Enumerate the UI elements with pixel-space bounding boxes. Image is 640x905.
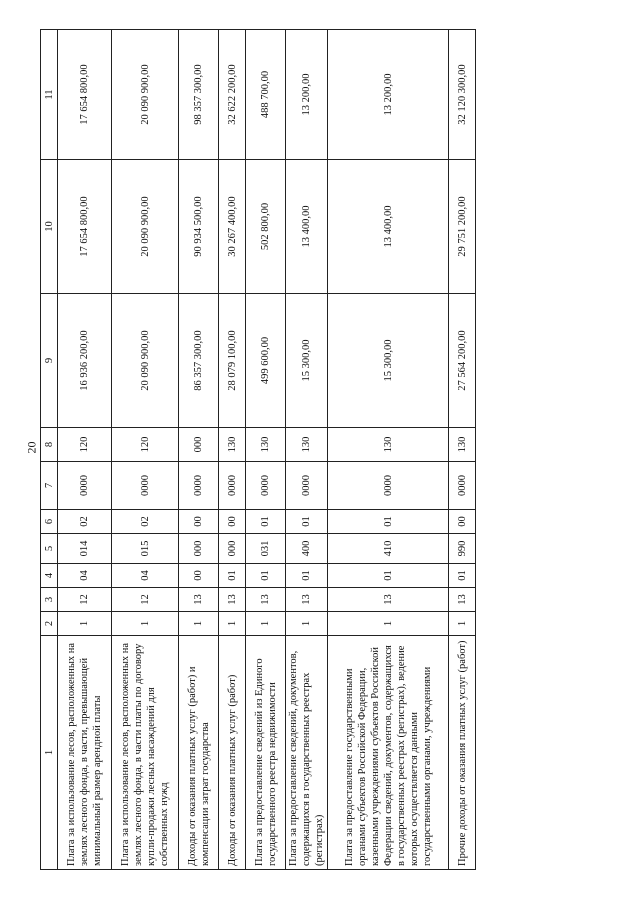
header-cell: 10 bbox=[41, 160, 58, 294]
code-cell: 130 bbox=[246, 428, 286, 462]
code-cell: 130 bbox=[449, 428, 476, 462]
amount-cell: 499 600,00 bbox=[246, 294, 286, 428]
amount-cell: 488 700,00 bbox=[246, 30, 286, 160]
header-cell: 6 bbox=[41, 510, 58, 534]
code-cell: 13 bbox=[246, 588, 286, 612]
table-row bbox=[112, 30, 179, 870]
code-cell: 0000 bbox=[179, 462, 219, 510]
code-cell: 000 bbox=[179, 428, 219, 462]
code-cell: 02 bbox=[112, 510, 179, 534]
code-cell: 01 bbox=[246, 510, 286, 534]
amount-cell: 20 090 900,00 bbox=[112, 294, 179, 428]
code-cell: 0000 bbox=[449, 462, 476, 510]
code-cell: 04 bbox=[112, 564, 179, 588]
code-cell: 00 bbox=[179, 564, 219, 588]
code-cell: 1 bbox=[328, 612, 449, 636]
code-cell: 015 bbox=[112, 534, 179, 564]
header-cell: 3 bbox=[41, 588, 58, 612]
header-cell: 9 bbox=[41, 294, 58, 428]
code-cell: 000 bbox=[219, 534, 246, 564]
header-cell: 1 bbox=[41, 636, 58, 870]
row-name: Плата за использование лесов, расположенных на землях лесного фонда, в части, превышающей минимальный размер арендной платы bbox=[58, 636, 112, 870]
table-row bbox=[449, 30, 476, 870]
header-cell: 7 bbox=[41, 462, 58, 510]
code-cell: 120 bbox=[112, 428, 179, 462]
amount-cell: 20 090 900,00 bbox=[112, 160, 179, 294]
code-cell: 01 bbox=[449, 564, 476, 588]
table-row bbox=[179, 30, 219, 870]
row-name: Плата за предоставление государственными органами субъектов Российской Федерации, казенными учреждениями субъектов Российской Федерации сведений, документов, содержащихся в государственных реестрах (регистрах), ведение которых осуществляется данными государственными органами, учреждениями bbox=[328, 636, 449, 870]
code-cell: 01 bbox=[246, 564, 286, 588]
amount-cell: 27 564 200,00 bbox=[449, 294, 476, 428]
code-cell: 130 bbox=[219, 428, 246, 462]
code-cell: 00 bbox=[449, 510, 476, 534]
amount-cell: 20 090 900,00 bbox=[112, 30, 179, 160]
amount-cell: 30 267 400,00 bbox=[219, 160, 246, 294]
row-name: Плата за использование лесов, расположенных на землях лесного фонда, в части платы по договору купли-продажи лесных насаждений для собственных нужд bbox=[112, 636, 179, 870]
amount-cell: 17 654 800,00 bbox=[58, 30, 112, 160]
code-cell: 1 bbox=[246, 612, 286, 636]
code-cell: 410 bbox=[328, 534, 449, 564]
code-cell: 00 bbox=[179, 510, 219, 534]
amount-cell: 13 400,00 bbox=[286, 160, 328, 294]
code-cell: 130 bbox=[286, 428, 328, 462]
table-row bbox=[286, 30, 328, 870]
code-cell: 01 bbox=[328, 564, 449, 588]
header-cell: 5 bbox=[41, 534, 58, 564]
row-name: Доходы от оказания платных услуг (работ) и компенсации затрат государства bbox=[179, 636, 219, 870]
code-cell: 0000 bbox=[328, 462, 449, 510]
code-cell: 13 bbox=[219, 588, 246, 612]
code-cell: 0000 bbox=[219, 462, 246, 510]
header-cell: 11 bbox=[41, 30, 58, 160]
header-cell: 4 bbox=[41, 564, 58, 588]
code-cell: 01 bbox=[286, 564, 328, 588]
code-cell: 02 bbox=[58, 510, 112, 534]
code-cell: 1 bbox=[449, 612, 476, 636]
budget-table-page bbox=[40, 30, 560, 870]
amount-cell: 13 200,00 bbox=[286, 30, 328, 160]
table-row bbox=[328, 30, 449, 870]
code-cell: 1 bbox=[112, 612, 179, 636]
amount-cell: 86 357 300,00 bbox=[179, 294, 219, 428]
row-name: Плата за предоставление сведений, документов, содержащихся в государственных реестрах (регистрах) bbox=[286, 636, 328, 870]
header-cell: 8 bbox=[41, 428, 58, 462]
code-cell: 01 bbox=[328, 510, 449, 534]
code-cell: 13 bbox=[179, 588, 219, 612]
code-cell: 13 bbox=[449, 588, 476, 612]
row-name: Доходы от оказания платных услуг (работ) bbox=[219, 636, 246, 870]
amount-cell: 502 800,00 bbox=[246, 160, 286, 294]
code-cell: 01 bbox=[219, 564, 246, 588]
code-cell: 014 bbox=[58, 534, 112, 564]
row-name: Плата за предоставление сведений из Единого государственного реестра недвижимости bbox=[246, 636, 286, 870]
code-cell: 400 bbox=[286, 534, 328, 564]
code-cell: 01 bbox=[286, 510, 328, 534]
code-cell: 0000 bbox=[58, 462, 112, 510]
amount-cell: 32 622 200,00 bbox=[219, 30, 246, 160]
amount-cell: 17 654 800,00 bbox=[58, 160, 112, 294]
code-cell: 120 bbox=[58, 428, 112, 462]
code-cell: 1 bbox=[58, 612, 112, 636]
header-cell: 2 bbox=[41, 612, 58, 636]
code-cell: 0000 bbox=[286, 462, 328, 510]
amount-cell: 15 300,00 bbox=[328, 294, 449, 428]
table-row bbox=[219, 30, 246, 870]
budget-revenue-table bbox=[40, 29, 476, 870]
amount-cell: 29 751 200,00 bbox=[449, 160, 476, 294]
row-name: Прочие доходы от оказания платных услуг (работ) bbox=[449, 636, 476, 870]
code-cell: 1 bbox=[286, 612, 328, 636]
amount-cell: 32 120 300,00 bbox=[449, 30, 476, 160]
amount-cell: 90 934 500,00 bbox=[179, 160, 219, 294]
amount-cell: 28 079 100,00 bbox=[219, 294, 246, 428]
code-cell: 12 bbox=[58, 588, 112, 612]
amount-cell: 13 200,00 bbox=[328, 30, 449, 160]
code-cell: 13 bbox=[286, 588, 328, 612]
code-cell: 04 bbox=[58, 564, 112, 588]
amount-cell: 16 936 200,00 bbox=[58, 294, 112, 428]
code-cell: 130 bbox=[328, 428, 449, 462]
code-cell: 0000 bbox=[246, 462, 286, 510]
column-number-header bbox=[41, 30, 58, 870]
code-cell: 12 bbox=[112, 588, 179, 612]
code-cell: 000 bbox=[179, 534, 219, 564]
amount-cell: 13 400,00 bbox=[328, 160, 449, 294]
code-cell: 1 bbox=[179, 612, 219, 636]
table-row bbox=[246, 30, 286, 870]
code-cell: 0000 bbox=[112, 462, 179, 510]
amount-cell: 98 357 300,00 bbox=[179, 30, 219, 160]
table-row bbox=[58, 30, 112, 870]
page-number: 20 bbox=[24, 441, 39, 454]
code-cell: 13 bbox=[328, 588, 449, 612]
amount-cell: 15 300,00 bbox=[286, 294, 328, 428]
code-cell: 990 bbox=[449, 534, 476, 564]
code-cell: 1 bbox=[219, 612, 246, 636]
code-cell: 00 bbox=[219, 510, 246, 534]
code-cell: 031 bbox=[246, 534, 286, 564]
